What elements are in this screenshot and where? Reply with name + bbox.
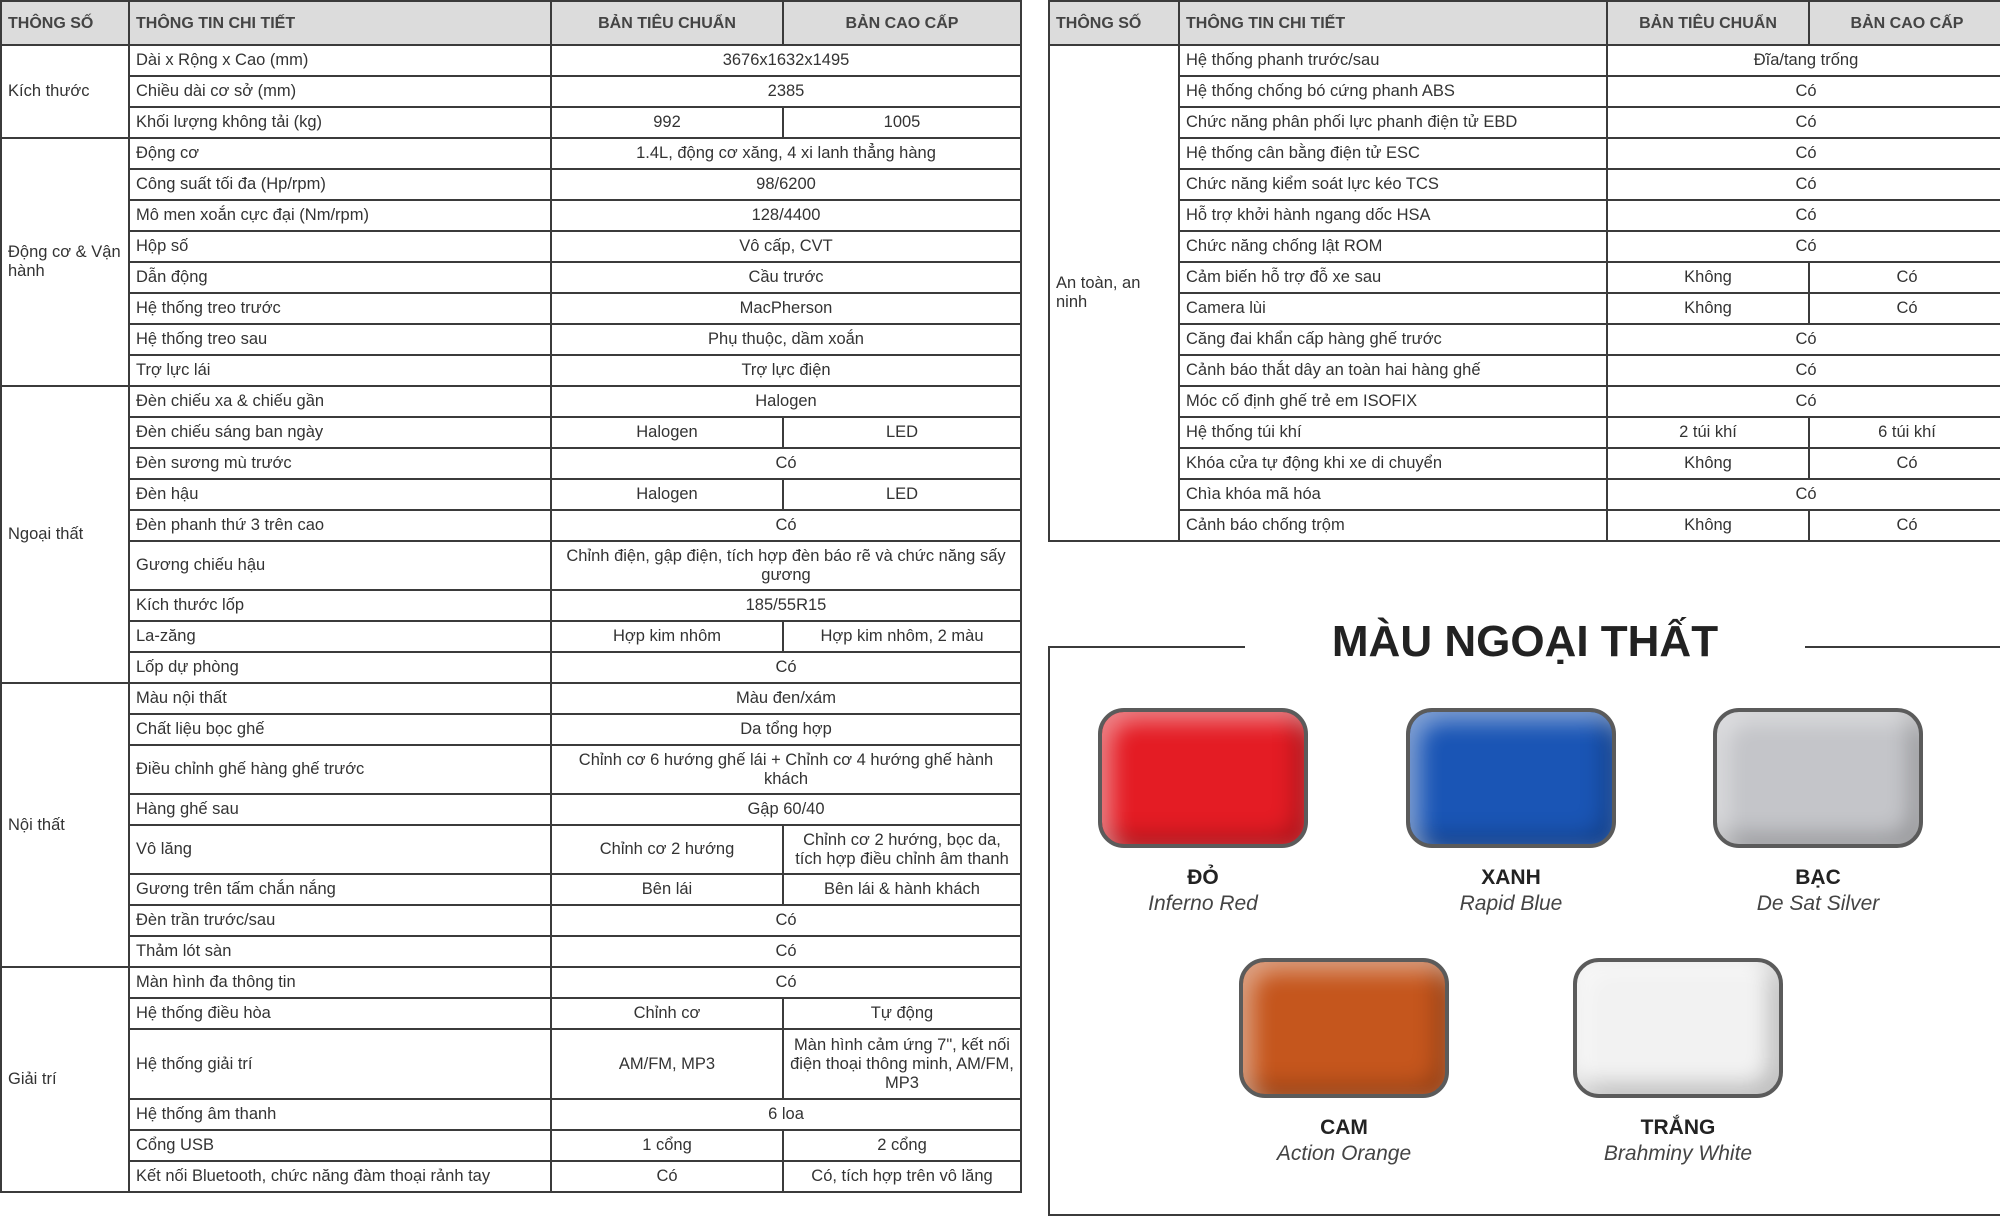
color-swatch: [1713, 708, 1923, 848]
detail-label: Camera lùi: [1179, 293, 1607, 324]
standard-value: Chỉnh cơ: [551, 998, 783, 1029]
shared-value: 2385: [551, 76, 1021, 107]
table-row: [1049, 293, 2000, 324]
shared-value: 6 loa: [551, 1099, 1021, 1130]
table-row: [1, 1099, 1021, 1130]
group-label: Nội thất: [1, 683, 129, 967]
detail-label: Chức năng chống lật ROM: [1179, 231, 1607, 262]
table-row: [1, 355, 1021, 386]
shared-value: 1.4L, động cơ xăng, 4 xi lanh thẳng hàng: [551, 138, 1021, 169]
table-row: [1, 510, 1021, 541]
detail-label: Đèn phanh thứ 3 trên cao: [129, 510, 551, 541]
shared-value: Đĩa/tang trống: [1607, 45, 2000, 76]
shared-value: Có: [1607, 169, 2000, 200]
premium-value: LED: [783, 417, 1021, 448]
table-row: [1, 621, 1021, 652]
table-row: [1049, 417, 2000, 448]
table-row: [1, 448, 1021, 479]
premium-value: Bên lái & hành khách: [783, 874, 1021, 905]
standard-value: 1 cổng: [551, 1130, 783, 1161]
table-row: [1, 386, 1021, 417]
premium-value: Có: [1809, 262, 2000, 293]
color-name: BẠC: [1795, 866, 1841, 889]
premium-value: 1005: [783, 107, 1021, 138]
table-row: [1049, 355, 2000, 386]
detail-label: Cổng USB: [129, 1130, 551, 1161]
standard-value: AM/FM, MP3: [551, 1029, 783, 1099]
table-row: [1, 200, 1021, 231]
standard-value: Không: [1607, 448, 1809, 479]
table-row: [1049, 479, 2000, 510]
color-name: XANH: [1481, 866, 1541, 889]
column-header: THÔNG TIN CHI TIẾT: [129, 1, 551, 45]
detail-label: Chức năng kiểm soát lực kéo TCS: [1179, 169, 1607, 200]
standard-value: Chỉnh cơ 2 hướng: [551, 825, 783, 874]
detail-label: Thảm lót sàn: [129, 936, 551, 967]
table-row: [1, 1029, 1021, 1099]
detail-label: Hệ thống treo trước: [129, 293, 551, 324]
table-row: [1, 479, 1021, 510]
premium-value: Có, tích hợp trên vô lăng: [783, 1161, 1021, 1192]
group-label: Kích thước: [1, 45, 129, 138]
detail-label: Hàng ghế sau: [129, 794, 551, 825]
detail-label: Hỗ trợ khởi hành ngang dốc HSA: [1179, 200, 1607, 231]
detail-label: Cảnh báo chống trộm: [1179, 510, 1607, 541]
table-row: [1, 683, 1021, 714]
shared-value: Có: [551, 967, 1021, 998]
table-header-row: [1049, 1, 2000, 45]
detail-label: Trợ lực lái: [129, 355, 551, 386]
standard-value: 2 túi khí: [1607, 417, 1809, 448]
table-row: [1049, 138, 2000, 169]
table-row: [1, 794, 1021, 825]
column-header: THÔNG SỐ: [1, 1, 129, 45]
shared-value: Phụ thuộc, dầm xoắn: [551, 324, 1021, 355]
table-row: [1, 1130, 1021, 1161]
detail-label: Hệ thống chống bó cứng phanh ABS: [1179, 76, 1607, 107]
premium-value: 6 túi khí: [1809, 417, 2000, 448]
detail-label: Vô lăng: [129, 825, 551, 874]
standard-value: Không: [1607, 262, 1809, 293]
detail-label: Hệ thống túi khí: [1179, 417, 1607, 448]
table-row: [1, 541, 1021, 590]
table-row: [1, 967, 1021, 998]
table-row: [1, 745, 1021, 794]
detail-label: Điều chỉnh ghế hàng ghế trước: [129, 745, 551, 794]
detail-label: Công suất tối đa (Hp/rpm): [129, 169, 551, 200]
table-row: [1049, 107, 2000, 138]
shared-value: 98/6200: [551, 169, 1021, 200]
table-row: [1, 874, 1021, 905]
shared-value: Cầu trước: [551, 262, 1021, 293]
table-row: [1049, 45, 2000, 76]
shared-value: Vô cấp, CVT: [551, 231, 1021, 262]
table-row: [1, 45, 1021, 76]
detail-label: Đèn sương mù trước: [129, 448, 551, 479]
shared-value: Có: [1607, 107, 2000, 138]
standard-value: Không: [1607, 293, 1809, 324]
premium-value: Có: [1809, 293, 2000, 324]
table-row: [1049, 200, 2000, 231]
detail-label: La-zăng: [129, 621, 551, 652]
column-header: BẢN TIÊU CHUẨN: [1607, 1, 1809, 45]
detail-label: Đèn chiếu xa & chiếu gần: [129, 386, 551, 417]
color-english-name: De Sat Silver: [1756, 892, 1880, 915]
detail-label: Dài x Rộng x Cao (mm): [129, 45, 551, 76]
detail-label: Hệ thống cân bằng điện tử ESC: [1179, 138, 1607, 169]
spec-table-right: [1048, 0, 2000, 542]
detail-label: Căng đai khẩn cấp hàng ghế trước: [1179, 324, 1607, 355]
table-row: [1, 76, 1021, 107]
column-header: BẢN CAO CẤP: [783, 1, 1021, 45]
group-label: Ngoại thất: [1, 386, 129, 683]
table-header-row: [1, 1, 1021, 45]
table-row: [1049, 448, 2000, 479]
detail-label: Gương trên tấm chắn nắng: [129, 874, 551, 905]
table-row: [1, 825, 1021, 874]
color-swatch: [1239, 958, 1449, 1098]
premium-value: Có: [1809, 510, 2000, 541]
shared-value: Gập 60/40: [551, 794, 1021, 825]
shared-value: Có: [1607, 138, 2000, 169]
table-row: [1049, 510, 2000, 541]
table-row: [1, 1161, 1021, 1192]
column-header: THÔNG TIN CHI TIẾT: [1179, 1, 1607, 45]
color-name: ĐỎ: [1187, 866, 1219, 889]
detail-label: Hệ thống âm thanh: [129, 1099, 551, 1130]
detail-label: Động cơ: [129, 138, 551, 169]
standard-value: Có: [551, 1161, 783, 1192]
table-row: [1049, 262, 2000, 293]
shared-value: Màu đen/xám: [551, 683, 1021, 714]
standard-value: Bên lái: [551, 874, 783, 905]
column-header: BẢN CAO CẤP: [1809, 1, 2000, 45]
detail-label: Chìa khóa mã hóa: [1179, 479, 1607, 510]
table-row: [1, 231, 1021, 262]
shared-value: Có: [1607, 76, 2000, 107]
table-row: [1049, 231, 2000, 262]
shared-value: Có: [1607, 324, 2000, 355]
group-label: Động cơ & Vận hành: [1, 138, 129, 386]
exterior-colors-title: MÀU NGOẠI THẤT: [1245, 614, 1805, 670]
detail-label: Đèn trần trước/sau: [129, 905, 551, 936]
color-english-name: Rapid Blue: [1459, 892, 1563, 915]
detail-label: Cảnh báo thắt dây an toàn hai hàng ghế: [1179, 355, 1607, 386]
column-header: BẢN TIÊU CHUẨN: [551, 1, 783, 45]
detail-label: Lốp dự phòng: [129, 652, 551, 683]
color-swatch: [1098, 708, 1308, 848]
standard-value: Halogen: [551, 479, 783, 510]
table-row: [1, 905, 1021, 936]
detail-label: Chất liệu bọc ghế: [129, 714, 551, 745]
shared-value: Có: [1607, 200, 2000, 231]
premium-value: Chỉnh cơ 2 hướng, bọc da, tích hợp điều chỉnh âm thanh: [783, 825, 1021, 874]
shared-value: Có: [1607, 386, 2000, 417]
premium-value: 2 cổng: [783, 1130, 1021, 1161]
premium-value: Hợp kim nhôm, 2 màu: [783, 621, 1021, 652]
shared-value: Chỉnh điện, gập điện, tích hợp đèn báo rẽ và chức năng sấy gương: [551, 541, 1021, 590]
detail-label: Hệ thống điều hòa: [129, 998, 551, 1029]
color-name: TRẮNG: [1640, 1116, 1716, 1139]
detail-label: Hệ thống phanh trước/sau: [1179, 45, 1607, 76]
detail-label: Kích thước lốp: [129, 590, 551, 621]
detail-label: Khối lượng không tải (kg): [129, 107, 551, 138]
premium-value: LED: [783, 479, 1021, 510]
table-row: [1, 324, 1021, 355]
group-label: Giải trí: [1, 967, 129, 1192]
shared-value: Da tổng hợp: [551, 714, 1021, 745]
shared-value: Có: [551, 510, 1021, 541]
color-swatch: [1573, 958, 1783, 1098]
detail-label: Chiều dài cơ sở (mm): [129, 76, 551, 107]
shared-value: Có: [551, 652, 1021, 683]
table-row: [1, 138, 1021, 169]
color-swatch: [1406, 708, 1616, 848]
shared-value: 185/55R15: [551, 590, 1021, 621]
detail-label: Đèn chiếu sáng ban ngày: [129, 417, 551, 448]
premium-value: Màn hình cảm ứng 7", kết nối điện thoại thông minh, AM/FM, MP3: [783, 1029, 1021, 1099]
detail-label: Móc cố định ghế trẻ em ISOFIX: [1179, 386, 1607, 417]
detail-label: Dẫn động: [129, 262, 551, 293]
shared-value: Trợ lực điện: [551, 355, 1021, 386]
shared-value: Có: [551, 448, 1021, 479]
shared-value: Halogen: [551, 386, 1021, 417]
detail-label: Hệ thống giải trí: [129, 1029, 551, 1099]
table-row: [1, 998, 1021, 1029]
standard-value: Không: [1607, 510, 1809, 541]
table-row: [1, 936, 1021, 967]
detail-label: Gương chiếu hậu: [129, 541, 551, 590]
detail-label: Màu nội thất: [129, 683, 551, 714]
shared-value: MacPherson: [551, 293, 1021, 324]
detail-label: Kết nối Bluetooth, chức năng đàm thoại rảnh tay: [129, 1161, 551, 1192]
column-header: THÔNG SỐ: [1049, 1, 1179, 45]
table-row: [1, 169, 1021, 200]
standard-value: 992: [551, 107, 783, 138]
shared-value: Chỉnh cơ 6 hướng ghế lái + Chỉnh cơ 4 hướng ghế hành khách: [551, 745, 1021, 794]
detail-label: Hệ thống treo sau: [129, 324, 551, 355]
shared-value: Có: [1607, 479, 2000, 510]
detail-label: Chức năng phân phối lực phanh điện tử EBD: [1179, 107, 1607, 138]
shared-value: Có: [1607, 355, 2000, 386]
standard-value: Halogen: [551, 417, 783, 448]
table-row: [1049, 324, 2000, 355]
color-english-name: Action Orange: [1276, 1142, 1412, 1165]
shared-value: Có: [551, 936, 1021, 967]
table-row: [1, 417, 1021, 448]
shared-value: Có: [551, 905, 1021, 936]
table-row: [1, 714, 1021, 745]
table-row: [1, 107, 1021, 138]
detail-label: Mô men xoắn cực đại (Nm/rpm): [129, 200, 551, 231]
table-row: [1, 293, 1021, 324]
standard-value: Hợp kim nhôm: [551, 621, 783, 652]
table-row: [1, 652, 1021, 683]
color-english-name: Brahminy White: [1603, 1142, 1753, 1165]
group-label: An toàn, an ninh: [1049, 45, 1179, 541]
table-row: [1, 590, 1021, 621]
color-english-name: Inferno Red: [1148, 892, 1258, 915]
detail-label: Màn hình đa thông tin: [129, 967, 551, 998]
table-row: [1049, 386, 2000, 417]
detail-label: Đèn hậu: [129, 479, 551, 510]
detail-label: Cảm biến hỗ trợ đỗ xe sau: [1179, 262, 1607, 293]
shared-value: Có: [1607, 231, 2000, 262]
table-row: [1, 262, 1021, 293]
shared-value: 128/4400: [551, 200, 1021, 231]
premium-value: Có: [1809, 448, 2000, 479]
shared-value: 3676x1632x1495: [551, 45, 1021, 76]
premium-value: Tự động: [783, 998, 1021, 1029]
detail-label: Khóa cửa tự động khi xe di chuyển: [1179, 448, 1607, 479]
table-row: [1049, 76, 2000, 107]
color-name: CAM: [1320, 1116, 1368, 1139]
detail-label: Hộp số: [129, 231, 551, 262]
table-row: [1049, 169, 2000, 200]
